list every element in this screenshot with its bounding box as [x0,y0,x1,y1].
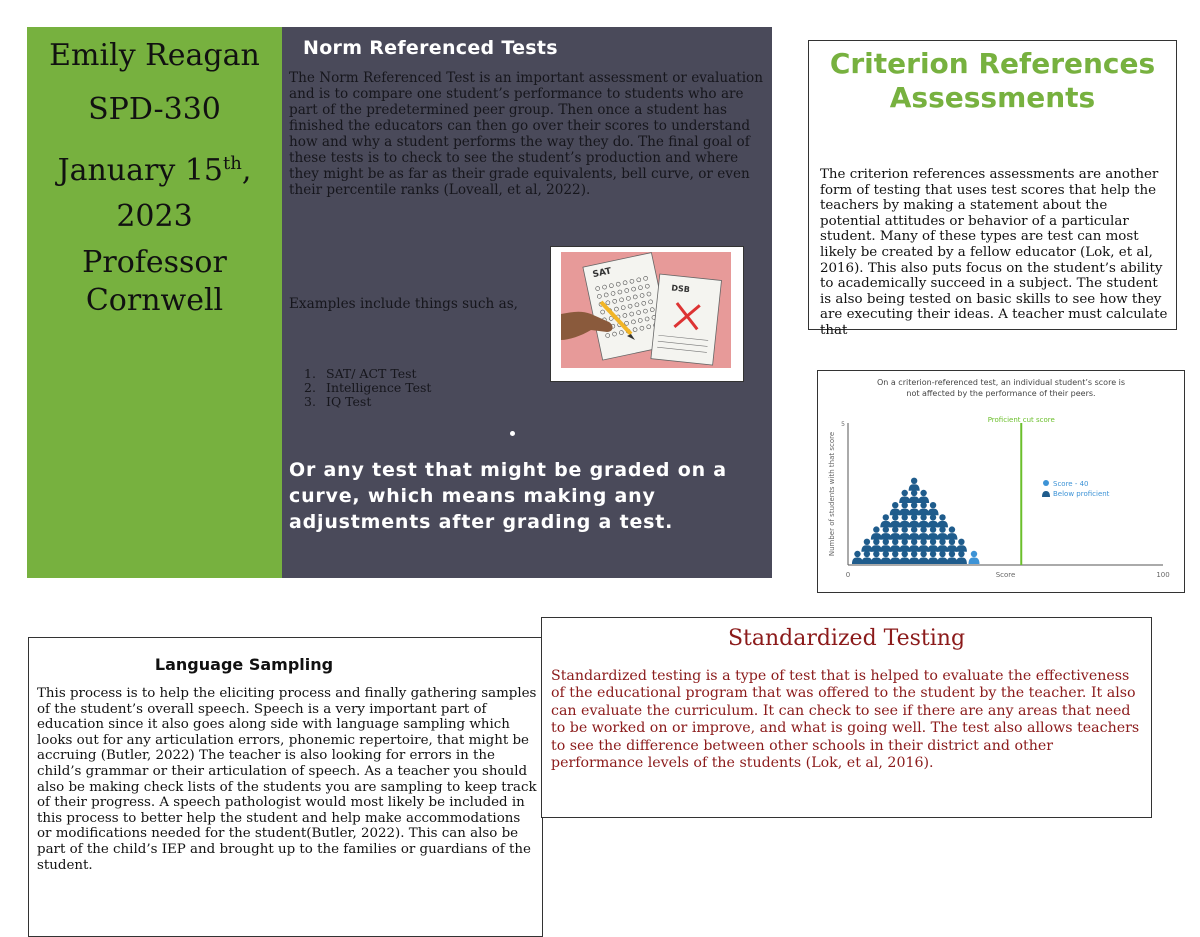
legend-label: Below proficient [1053,490,1110,498]
language-body: This process is to help the eliciting process and finally gathering samples of the student’s overall speech. Speech is a very important part of education since it also goes along side with language sampling which looks out for any articulation errors, phonemic repertoire, that might be accruing (Butler, 2022) The teacher is also looking for errors in the child’s grammar or their articulation of speech. As a teacher you should also be making check lists of the students you are sampling to keep track of their progress. A speech pathologist would most likely be included in this process to better help the student and help make accommodations or modifications needed for the student(Butler, 2022). This can also be part of the child’s IEP and brought up to the families or guardians of the student. [37,686,537,873]
svg-text:DSB: DSB [670,283,691,295]
student-body [918,545,929,552]
student-body [880,557,891,564]
student-icon [946,539,957,552]
chart-title-line2: not affected by the performance of their peers. [906,389,1096,398]
author-name: Emily Reagan [49,38,260,73]
norm-examples-intro: Examples include things such as, [289,296,519,312]
list-item: 3. IQ Test [304,394,372,409]
legend-swatch [1042,491,1050,497]
student-body [861,545,872,552]
student-icon [909,478,920,491]
student-head [902,490,908,496]
student-body [918,509,929,516]
student-body [890,557,901,564]
student-icon [969,551,980,564]
legend-label: Score - 40 [1053,480,1089,488]
x-axis-label: Score [995,571,1016,579]
criterion-chart [817,370,1185,593]
student-icon [937,539,948,552]
student-icon [880,539,891,552]
student-body [928,545,939,552]
student-body [909,545,920,552]
student-body [909,496,920,503]
student-body [918,496,929,503]
student-head [949,526,955,532]
student-body [918,533,929,540]
student-head [873,526,879,532]
student-icon [909,551,920,564]
criterion-title: Criterion References Assessments [829,47,1156,114]
student-body [899,533,910,540]
course-code: SPD-330 [88,92,221,127]
criterion-references-box [808,40,1177,338]
chart-title: On a criterion-referenced test, an individual student’s score is [876,378,1126,387]
student-icon [890,514,901,527]
student-icon [928,502,939,515]
language-title: Language Sampling [154,655,334,674]
title-box [27,27,282,578]
student-icon [852,551,863,564]
student-body [880,545,891,552]
cut-score-label: Proficient cut score [987,416,1055,424]
student-icon [937,514,948,527]
examples-list [304,367,431,409]
student-icon [937,551,948,564]
standardized-testing-box [541,617,1152,818]
student-icon [890,526,901,539]
student-icon [890,539,901,552]
student-body [956,557,967,564]
student-icon [928,514,939,527]
student-icon [928,539,939,552]
student-body [852,557,863,564]
student-icon [946,551,957,564]
student-icon [918,539,929,552]
student-icon [918,526,929,539]
student-body [899,509,910,516]
standardized-body: Standardized testing is a type of test that is helped to evaluate the effectiveness of the educational program that was offered to the student by the teacher. It also can evaluate the curriculum. It can check to see if there are any areas that need to be worked on or improve, and what is going well. The test also allows teachers to see the difference between other schools in their district and other performance levels of the students (Lok, et al, 2016). [551,668,1140,772]
student-body [899,521,910,528]
student-body [909,521,920,528]
student-body [928,533,939,540]
norm-title: Norm Referenced Tests [303,37,558,59]
student-icon [880,514,891,527]
student-icon [928,551,939,564]
standardized-title: Standardized Testing [727,626,966,651]
student-body [937,545,948,552]
student-icon [956,551,967,564]
student-icon [899,551,910,564]
x-tick-label: 100 [1156,571,1170,579]
legend-item [1043,480,1089,488]
svg-text:SAT: SAT [591,266,613,281]
chart-svg [818,371,1184,592]
student-head [920,490,926,496]
student-icon [956,539,967,552]
student-head [892,502,898,508]
student-body [946,557,957,564]
student-head [930,502,936,508]
student-icon [909,490,920,503]
student-head [854,551,860,557]
student-icon [871,551,882,564]
student-icon [899,514,910,527]
student-icon [880,526,891,539]
student-body [956,545,967,552]
professor: Professor Cornwell [82,245,227,318]
student-body [937,533,948,540]
student-icon [880,551,891,564]
student-body [871,533,882,540]
student-icon [937,526,948,539]
student-icon [918,514,929,527]
student-body [871,557,882,564]
student-body [899,557,910,564]
student-icon [928,526,939,539]
student-body [909,557,920,564]
student-icon [918,502,929,515]
test-illustration-frame [550,246,744,382]
student-body [946,545,957,552]
year: 2023 [116,199,193,234]
student-icon [890,551,901,564]
student-body [937,521,948,528]
student-body [909,533,920,540]
student-icon [909,539,920,552]
list-item: 2. Intelligence Test [304,380,432,395]
student-icon [899,539,910,552]
test-sheets-with-pencil-illustration [561,252,731,368]
y-axis-label: Number of students with that score [828,431,836,557]
bullet-dot [510,431,515,436]
norm-body: The Norm Referenced Test is an important assessment or evaluation and is to compare one student’s performance to students who are part of the predetermined peer group. Then once a student has finished the educators can then go over their scores to understand how and why a student performs the way they do. The final goal of these tests is to check to see the student’s production and where they might be as far as their grade equivalents, bell curve, or even their percentile ranks (Loveall, et al, 2022). [289,70,763,198]
student-icon [899,490,910,503]
student-head [911,478,917,484]
student-head [939,514,945,520]
legend-swatch [1043,480,1049,486]
student-body [928,557,939,564]
student-body [969,557,980,564]
student-body [937,557,948,564]
student-icon [871,539,882,552]
student-body [899,496,910,503]
student-body [890,545,901,552]
student-body [918,521,929,528]
list-item: 1. SAT/ ACT Test [304,366,417,381]
student-icon [909,526,920,539]
student-icon [918,490,929,503]
student-icon [890,502,901,515]
student-icon [899,526,910,539]
x-tick-label: 0 [845,571,851,579]
student-head [883,514,889,520]
student-icon [861,539,872,552]
student-body [909,509,920,516]
curve-note: Or any test that might be graded on a curve, which means making any adjustments after grading a test. [289,459,727,533]
student-head [958,539,964,545]
criterion-body: The criterion references assessments are another form of testing that uses test scores that help the teachers by making a statement about the potential attitudes or behavior of a particular student. Many of these types are test can most likely be created by a fellow educator (Lok, et al, 2016). This also puts focus on the student’s ability to academically succeed in a subject. The student is also being tested on basic skills to see how they are executing their ideas. A teacher must calculate that [820,167,1168,338]
student-body [918,557,929,564]
language-sampling-box [28,637,543,937]
student-icon [918,551,929,564]
student-body [861,557,872,564]
student-icon [946,526,957,539]
student-head [864,539,870,545]
student-body [890,509,901,516]
student-body [880,533,891,540]
student-head [971,551,977,557]
student-icon [909,514,920,527]
student-body [909,484,920,491]
student-body [890,521,901,528]
student-icon [871,526,882,539]
student-body [880,521,891,528]
y-tick-label: 5 [841,421,845,428]
student-body [928,509,939,516]
student-body [928,521,939,528]
student-body [890,533,901,540]
student-icon [861,551,872,564]
date: January 15th, [57,153,252,188]
student-body [871,545,882,552]
student-body [899,545,910,552]
student-body [946,533,957,540]
legend-item [1042,490,1110,498]
student-icon [909,502,920,515]
student-icon [899,502,910,515]
